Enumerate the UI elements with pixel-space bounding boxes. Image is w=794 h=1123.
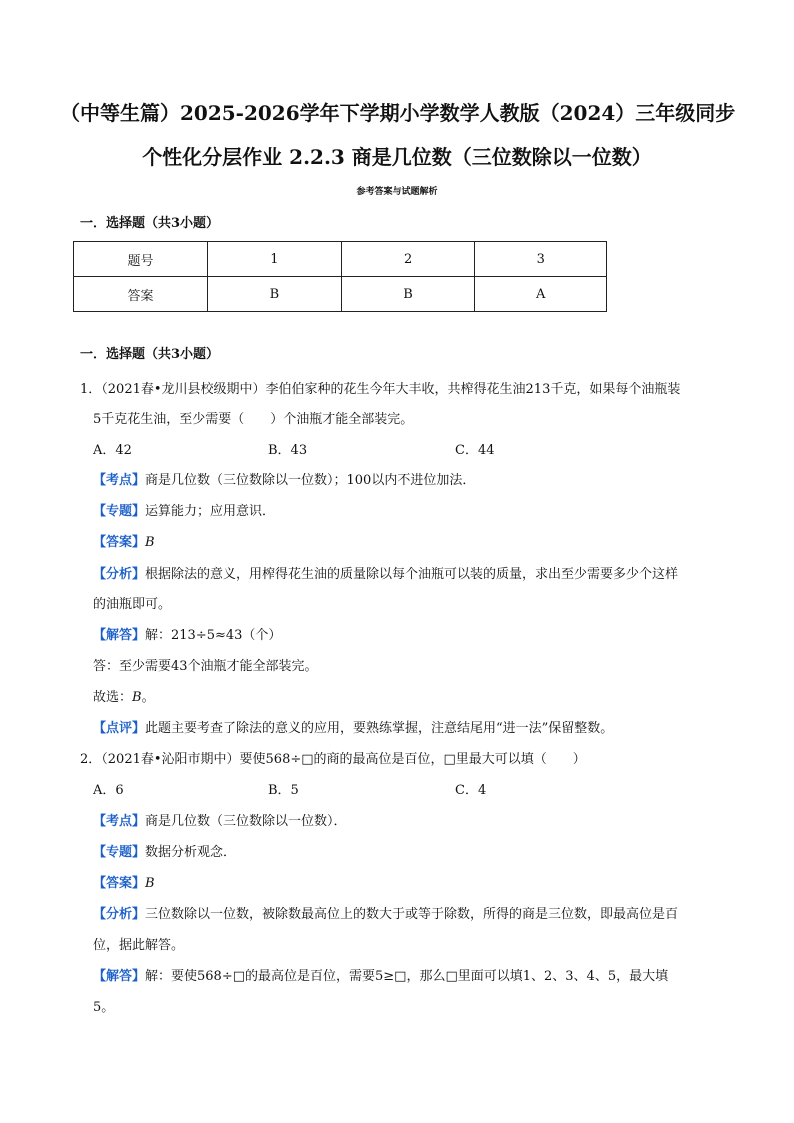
q2-option-c: C．4 [455,783,487,798]
kaodian-tag: 【考点】 [93,473,146,488]
jieda-tag: 【解答】 [93,969,146,984]
answer-table-row-answers [74,277,607,312]
answer-table-cell: 3 [475,242,607,277]
daan-tag: 【答案】 [93,535,146,550]
section-heading-summary: 一．选择题（共3小题） [80,216,220,231]
q2-zhuanti [93,844,236,862]
answer-table-label: 答案 [74,277,208,312]
q2-daan [93,875,155,893]
q2-option-a: A．6 [93,783,124,798]
q2-stem-line-1: 2．（2021春•沁阳市期中）要使568÷□的商的最高位是百位，□里最大可以填（ ） [80,752,586,767]
q1-dianping-text: 此题主要考查了除法的意义的应用，要熟练掌握，注意结尾用“进一法”保留整数。 [145,721,614,736]
section-heading-detail: 一．选择题（共3小题） [80,347,220,362]
q1-daan-text: B [145,535,155,550]
q2-option-b: B．5 [268,783,299,798]
answer-table-cell: 1 [208,242,342,277]
answer-table-cell: A [475,277,607,312]
q1-zhuanti [93,503,275,521]
q1-fenxi-line-1 [93,566,678,584]
q1-jieda-text-1: 解：213÷5≈43（个） [145,628,282,643]
q1-jieda-line-2: 答：至少需要43个油瓶才能全部装完。 [93,659,318,674]
q1-kaodian-text: 商是几位数（三位数除以一位数）；100以内不进位加法． [145,473,476,488]
answer-table-cell: B [208,277,342,312]
daan-tag: 【答案】 [93,876,146,891]
answer-table-cell: B [341,277,475,312]
q1-kaodian [93,472,475,490]
document-title-line-2: 个性化分层作业 2.2.3 商是几位数（三位数除以一位数） [142,145,652,169]
kaodian-tag: 【考点】 [93,814,146,829]
q2-jieda-line-2: 5。 [93,1000,115,1015]
jieda-tag: 【解答】 [93,628,146,643]
answer-table [73,241,607,312]
q2-fenxi-line-1 [93,906,678,924]
q1-jieda-line-1 [93,627,281,645]
q1-daan [93,534,155,552]
q1-stem-line-2: 5千克花生油，至少需要（ ）个油瓶才能全部装完。 [93,412,414,427]
q1-fenxi-line-2: 的油瓶即可。 [93,597,172,612]
q1-jieda-choice: B [132,690,142,705]
zhuanti-tag: 【专题】 [93,845,146,860]
q1-option-c: C．44 [455,443,495,458]
dianping-tag: 【点评】 [93,721,146,736]
document-title-line-1: （中等生篇）2025-2026学年下学期小学数学人教版（2024）三年级同步 [60,101,736,125]
q1-zhuanti-text: 运算能力；应用意识． [145,504,276,519]
answer-table-row-numbers [74,242,607,277]
q2-kaodian-text: 商是几位数（三位数除以一位数）． [145,814,347,829]
q1-jieda-end: 。 [141,690,155,705]
q2-fenxi-line-2: 位，据此解答。 [93,938,185,953]
answer-table-cell: 2 [341,242,475,277]
q2-kaodian [93,813,347,831]
fenxi-tag: 【分析】 [93,567,146,582]
q2-jieda-text-1: 解：要使568÷□的最高位是百位，需要5≥□，那么□里面可以填1、2、3、4、5，最大填 [145,969,669,984]
q1-option-b: B．43 [268,443,308,458]
answer-table-label: 题号 [74,242,208,277]
q1-fenxi-text-1: 根据除法的意义，用榨得花生油的质量除以每个油瓶可以装的质量，求出至少需要多少个这样 [145,567,679,582]
q1-dianping [93,720,613,738]
q2-fenxi-text-1: 三位数除以一位数，被除数最高位上的数大于或等于除数，所得的商是三位数，即最高位是百 [145,907,679,922]
q1-stem-line-1: 1．（2021春•龙川县校级期中）李伯伯家种的花生今年大丰收，共榨得花生油213千克，如果每个油瓶装 [80,382,681,397]
q2-zhuanti-text: 数据分析观念． [145,845,237,860]
q2-jieda-line-1 [93,968,668,986]
fenxi-tag: 【分析】 [93,907,146,922]
q2-daan-text: B [145,876,155,891]
q1-jieda-line-3 [93,689,155,707]
zhuanti-tag: 【专题】 [93,504,146,519]
document-subtitle: 参考答案与试题解析 [356,187,438,197]
q1-option-a: A．42 [93,443,132,458]
q1-jieda-text-3: 故选： [93,690,133,705]
